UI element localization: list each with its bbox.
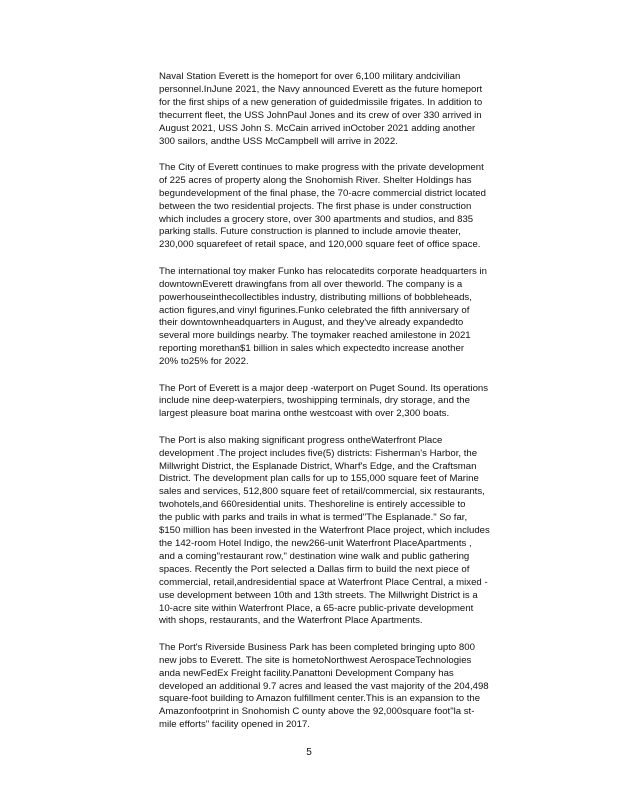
body-text-column	[159, 71, 545, 746]
paragraph-city-development: The City of Everett continues to make progress with the private development of 225 acres of property along the Snohomish River. Shelter Holdings has begundevelopment of the final phase, the 70-acre commercial district located between the two residential projects. The first phase is under construction which includes a grocery store, over 300 apartments and studios, and 835 parking stalls. Future construction is planned to include amovie theater, 230,000 squarefeet of retail space, and 120,000 square feet of office space.	[159, 161, 486, 251]
page-number: 5	[306, 747, 312, 758]
paragraph-riverside-business-park: The Port's Riverside Business Park has been completed bringing upto 800 new jobs to Everett. The site is hometoNorthwest AerospaceTechnologies anda newFedEx Freight facility.Panattoni Development Company has developed an additional 9.7 acres and leased the vast majority of the 204,498 square-foot building to Amazon fulfillment center.This is an expansion to the Amazonfootprint in Snohomish C ounty above the 92,000square foot"la st- mile efforts" facility opened in 2017.	[159, 641, 489, 731]
paragraph-port-of-everett: The Port of Everett is a major deep -waterport on Puget Sound. Its operations include nine deep-waterpiers, twoshipping terminals, dry storage, and the largest pleasure boat marina onthe westcoast with over 2,300 boats.	[159, 382, 489, 420]
paragraph-naval-station: Naval Station Everett is the homeport for over 6,100 military andcivilian personnel.InJune 2021, the Navy announced Everett as the future homeport for the first ships of a new generation of guidedmissile frigates. In addition to thecurrent fleet, the USS JohnPaul Jones and its crew of over 330 arrived in August 2021, USS John S. McCain arrived inOctober 2021 adding another 300 sailors, andthe USS McCampbell will arrive in 2022.	[159, 71, 483, 147]
paragraph-funko: The international toy maker Funko has relocatedits corporate headquarters in downtownEverett drawingfans from all over theworld. The company is a powerhouseinthecollectibles industry, distributing millions of bobbleheads, action figures,and vinyl figurines.Funko celebrated the fifth anniversary of their downtownheadquarters in August, and they've already expandedto several more buildings nearby. The toymaker reached amilestone in 2021 reporting morethan$1 billion in sales which expectedto increase another 20% to25% for 2022.	[159, 265, 487, 368]
paragraph-waterfront-place: The Port is also making significant progress ontheWaterfront Place development .The project includes five(5) districts: Fisherman's Harbor, the Millwright District, the Esplanade District, Wharf's Edge, and the Craftsman District. The development plan calls for up to 155,000 square feet of Marine sales and services, 512,800 square feet of retail/commercial, six restaurants, twohotels,and 660residential units. Theshoreline is entirely accessible to the public with parks and trails in what is termed"The Esplanade." So far, $150 million has been invested in the Waterfront Place project, which includes the 142-room Hotel Indigo, the new266-unit Waterfront PlaceApartments , and a coming"restaurant row," destination wine walk and public gathering spaces. Recently the Port selected a Dallas firm to build the next piece of commercial, retail,andresidential space at Waterfront Place Central, a mixed - use development between 10th and 13th streets. The Millwright District is a 10-acre site within Waterfront Place, a 65-acre public-private development with shops, restaurants, and the Waterfront Place Apartments.	[159, 434, 490, 627]
